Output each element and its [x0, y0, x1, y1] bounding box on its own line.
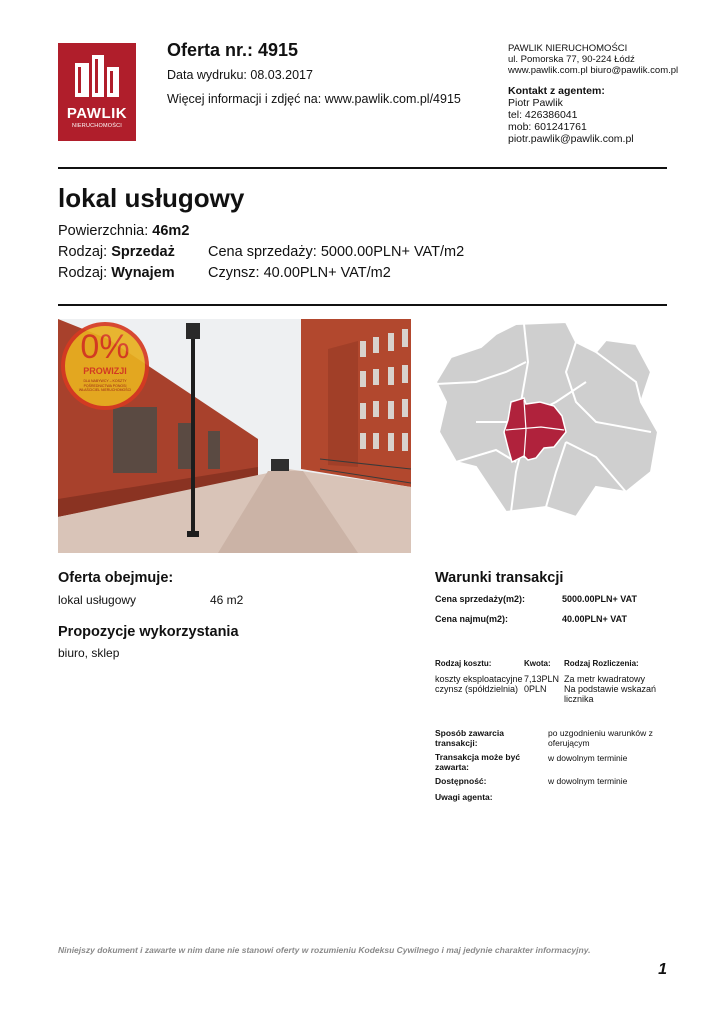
company-logo [58, 43, 136, 141]
agency-address: ul. Pomorska 77, 90-224 Łódź [508, 54, 635, 65]
cost-amounts [524, 674, 564, 694]
usage-text: biuro, sklep [58, 646, 120, 660]
cost-amount-header: Kwota: [524, 659, 551, 668]
rent-price: Czynsz: 40.00PLN+ VAT/m2 [208, 265, 391, 281]
sale-price-value: 5000.00PLN+ VAT [562, 594, 637, 604]
agent-mob: mob: 601241761 [508, 121, 587, 133]
divider [58, 304, 667, 306]
cost-settlement: Na podstawie wskazań licznika [564, 684, 657, 704]
cost-settlement: Za metr kwadratowy [564, 674, 646, 684]
offer-includes-heading: Oferta obejmuje: [58, 570, 174, 586]
disclaimer: Niniejszy dokument i zawarte w nim dane nie stanowi oferty w rozumieniu Kodeksu Cywilnego i maj jedynie charakter informacyjny. [58, 945, 591, 955]
more-info-link[interactable]: Więcej informacji i zdjęć na: www.pawlik.com.pl/4915 [167, 92, 461, 106]
page-number: 1 [658, 961, 667, 978]
area-label: Powierzchnia: [58, 223, 153, 239]
location-map[interactable] [436, 322, 664, 522]
logo-tagline: NIERUCHOMOŚCI [72, 123, 122, 129]
agency-web-email[interactable]: www.pawlik.com.pl biuro@pawlik.com.pl [508, 65, 679, 76]
property-title: lokal usługowy [58, 183, 245, 213]
badge-label: PROWIZJI [83, 366, 127, 376]
offer-item: lokal usługowy [58, 593, 137, 607]
rent-price-label: Cena najmu(m2): [435, 614, 509, 624]
rent-type-line [58, 265, 175, 281]
agent-notes-label: Uwagi agenta: [435, 792, 493, 802]
sale-price-label: Cena sprzedaży(m2): [435, 594, 526, 604]
rent-type: Wynajem [111, 265, 175, 281]
city-map-image [436, 322, 664, 522]
cost-settlements [564, 674, 664, 704]
agent-name: Piotr Pawlik [508, 97, 563, 109]
property-photo[interactable] [58, 319, 411, 553]
when-label: Transakcja może być zawarta: [435, 752, 521, 772]
cost-amount: 7,13PLN [524, 674, 560, 684]
cost-row [435, 674, 523, 694]
cost-type: czynsz (spółdzielnia) [435, 684, 519, 694]
transaction-heading: Warunki transakcji [435, 570, 564, 586]
area-value: 46m2 [152, 223, 190, 239]
area-line [58, 223, 189, 239]
offer-number: Oferta nr.: 4915 [167, 40, 299, 60]
method-label: Sposób zawarcia transakcji: [435, 728, 504, 748]
sale-price: Cena sprzedaży: 5000.00PLN+ VAT/m2 [208, 244, 465, 260]
cost-amount: 0PLN [524, 684, 547, 694]
offer-item-area: 46 m2 [210, 593, 244, 607]
agent-tel: tel: 426386041 [508, 109, 578, 121]
when-value: w dowolnym terminie [548, 753, 628, 763]
agent-contact [508, 85, 634, 145]
divider [58, 167, 667, 169]
contact-heading: Kontakt z agentem: [508, 85, 605, 97]
cost-type-header: Rodzaj kosztu: [435, 659, 492, 668]
building-icon [71, 51, 123, 101]
availability-label: Dostępność: [435, 776, 487, 786]
agency-name: PAWLIK NIERUCHOMOŚCI [508, 43, 628, 54]
badge-note: DLA NABYWCY – KOSZTY POŚREDNICTWA PONOSI WŁAŚCICIEL NIERUCHOMOŚCI [78, 379, 132, 392]
rent-price-value: 40.00PLN+ VAT [562, 614, 627, 624]
cost-type: koszty eksploatacyjne [435, 674, 523, 684]
cost-settlement-header: Rodzaj Rozliczenia: [564, 659, 639, 668]
print-date: Data wydruku: 08.03.2017 [167, 68, 313, 82]
agency-info [508, 43, 678, 76]
badge-percent: 0% [80, 328, 130, 366]
commission-badge [61, 322, 149, 410]
sale-type: Sprzedaż [111, 244, 175, 260]
logo-name: PAWLIK [66, 105, 128, 122]
type-label: Rodzaj: [58, 265, 112, 281]
sale-type-line [58, 244, 175, 260]
usage-heading: Propozycje wykorzystania [58, 624, 239, 640]
availability-value: w dowolnym terminie [548, 776, 628, 786]
method-value: po uzgodnieniu warunków z oferującym [548, 728, 653, 748]
agent-email[interactable]: piotr.pawlik@pawlik.com.pl [508, 133, 634, 145]
type-label: Rodzaj: [58, 244, 112, 260]
